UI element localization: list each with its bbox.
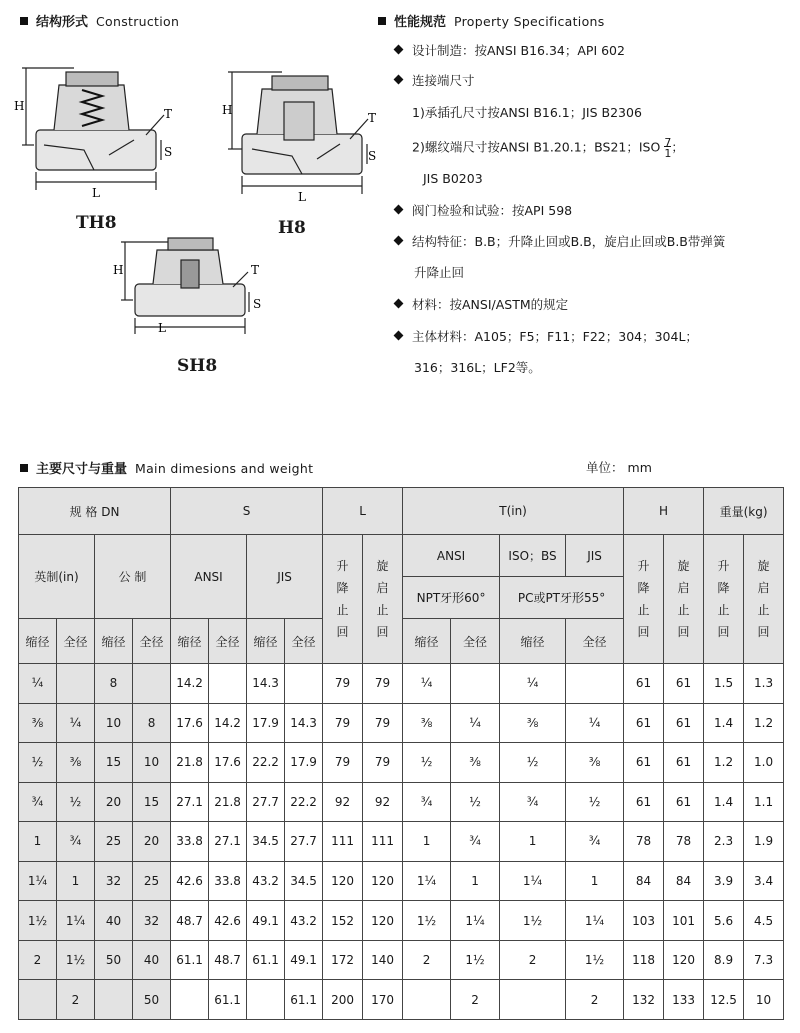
dim-t-label: T: [368, 111, 377, 125]
table-cell: 17.6: [171, 703, 209, 743]
table-cell: 152: [323, 901, 363, 941]
table-cell: 1½: [57, 940, 95, 980]
dim-t-label: T: [251, 263, 260, 277]
table-cell: [500, 980, 566, 1020]
table-cell: 40: [95, 901, 133, 941]
dim-l-label: L: [92, 186, 100, 200]
table-cell: 14.3: [285, 703, 323, 743]
table-cell: 15: [95, 743, 133, 783]
table-row: [19, 940, 784, 980]
diamond-bullet-icon: [394, 75, 404, 85]
table-cell: 120: [323, 861, 363, 901]
table-cell: 14.3: [247, 664, 285, 704]
table-cell: 1¼: [500, 861, 566, 901]
table-cell: [57, 664, 95, 704]
construction-heading: 结构形式 Construction: [20, 11, 179, 30]
table-row: [19, 703, 784, 743]
table-cell: 10: [95, 703, 133, 743]
dim-t-label: T: [164, 107, 173, 121]
header-spec-dn: 规 格 DN: [19, 488, 171, 535]
header-w-lift: 升降止回: [704, 535, 744, 664]
header-s-jis: JIS: [247, 535, 323, 619]
table-cell: 61: [664, 782, 704, 822]
header-l: L: [323, 488, 403, 535]
table-cell: ⅜: [500, 703, 566, 743]
table-cell: 120: [664, 940, 704, 980]
bullet-square-icon: [20, 464, 28, 472]
table-cell: 42.6: [171, 861, 209, 901]
spec-material: 材料：按ANSI/ASTM的规定: [395, 296, 568, 314]
table-cell: 20: [133, 822, 171, 862]
table-cell: ¼: [403, 664, 451, 704]
table-cell: 61.1: [285, 980, 323, 1020]
header-l-swing: 旋启止回: [363, 535, 403, 664]
table-cell: 34.5: [247, 822, 285, 862]
table-cell: [566, 664, 624, 704]
dim-h-label: H: [14, 99, 25, 113]
dim-s-label: S: [164, 145, 173, 159]
th8-label: TH8: [76, 213, 117, 233]
table-cell: ¾: [451, 822, 500, 862]
table-cell: 1.4: [704, 782, 744, 822]
table-cell: ¾: [500, 782, 566, 822]
table-cell: 92: [363, 782, 403, 822]
table-cell: 61: [624, 664, 664, 704]
table-cell: [209, 664, 247, 704]
table-cell: 1¼: [451, 901, 500, 941]
header-w-swing: 旋启止回: [744, 535, 784, 664]
table-cell: ¼: [57, 703, 95, 743]
table-cell: 27.1: [171, 782, 209, 822]
table-cell: 43.2: [285, 901, 323, 941]
table-cell: 78: [624, 822, 664, 862]
table-cell: 33.8: [171, 822, 209, 862]
table-cell: ½: [566, 782, 624, 822]
table-row: [19, 822, 784, 862]
table-cell: 78: [664, 822, 704, 862]
table-cell: 1: [500, 822, 566, 862]
table-cell: 84: [664, 861, 704, 901]
table-cell: 10: [133, 743, 171, 783]
table-cell: ½: [19, 743, 57, 783]
table-cell: 1¼: [19, 861, 57, 901]
table-cell: ¼: [19, 664, 57, 704]
table-cell: 1¼: [566, 901, 624, 941]
table-cell: 133: [664, 980, 704, 1020]
table-cell: 40: [133, 940, 171, 980]
table-cell: 79: [323, 703, 363, 743]
bullet-square-icon: [378, 17, 386, 25]
table-cell: 50: [95, 940, 133, 980]
table-cell: 34.5: [285, 861, 323, 901]
table-cell: 15: [133, 782, 171, 822]
table-cell: 8: [95, 664, 133, 704]
header-l-lift: 升降止回: [323, 535, 363, 664]
table-cell: 140: [363, 940, 403, 980]
table-cell: 1.2: [744, 703, 784, 743]
table-cell: ½: [403, 743, 451, 783]
table-cell: 4.5: [744, 901, 784, 941]
table-cell: ⅜: [19, 703, 57, 743]
bullet-square-icon: [20, 17, 28, 25]
header-s-ansi: ANSI: [171, 535, 247, 619]
table-cell: 2: [57, 980, 95, 1020]
table-cell: 1.4: [704, 703, 744, 743]
table-cell: 33.8: [209, 861, 247, 901]
table-cell: ⅜: [566, 743, 624, 783]
dim-l-label: L: [298, 190, 306, 204]
header-h-swing: 旋启止回: [664, 535, 704, 664]
table-cell: 120: [363, 861, 403, 901]
table-cell: 22.2: [285, 782, 323, 822]
table-cell: 27.7: [285, 822, 323, 862]
table-cell: 1½: [403, 901, 451, 941]
diamond-bullet-icon: [394, 205, 404, 215]
dimensions-heading: 主要尺寸与重量 Main dimesions and weight: [20, 458, 313, 477]
dim-s-label: S: [368, 149, 377, 163]
header-reduced: 缩径: [500, 619, 566, 664]
table-cell: ¾: [19, 782, 57, 822]
diamond-bullet-icon: [394, 299, 404, 309]
header-reduced: 缩径: [95, 619, 133, 664]
table-cell: ½: [451, 782, 500, 822]
table-cell: 61: [664, 743, 704, 783]
table-cell: ¼: [451, 703, 500, 743]
spec-body-material: 主体材料：A105；F5；F11；F22；304；304L；: [395, 328, 698, 346]
table-cell: 2: [19, 940, 57, 980]
header-reduced: 缩径: [171, 619, 209, 664]
table-cell: [19, 980, 57, 1020]
table-cell: 27.1: [209, 822, 247, 862]
table-cell: 43.2: [247, 861, 285, 901]
table-cell: 1: [19, 822, 57, 862]
unit-label: 单位： mm: [586, 460, 652, 475]
table-cell: ¾: [403, 782, 451, 822]
table-cell: [247, 980, 285, 1020]
header-metric: 公 制: [95, 535, 171, 619]
table-cell: 61: [624, 743, 664, 783]
table-cell: 1¼: [57, 901, 95, 941]
spec-connection: 连接端尺寸: [395, 72, 475, 90]
table-cell: ⅜: [57, 743, 95, 783]
table-cell: 17.9: [247, 703, 285, 743]
table-cell: 1½: [566, 940, 624, 980]
table-cell: [95, 980, 133, 1020]
table-cell: 101: [664, 901, 704, 941]
table-cell: 200: [323, 980, 363, 1020]
table-cell: 14.2: [171, 664, 209, 704]
header-full: 全径: [566, 619, 624, 664]
table-cell: 1.1: [744, 782, 784, 822]
table-cell: 1½: [19, 901, 57, 941]
header-imperial: 英制(in): [19, 535, 95, 619]
table-cell: ¾: [57, 822, 95, 862]
table-cell: 7.3: [744, 940, 784, 980]
table-cell: ⅜: [403, 703, 451, 743]
property-heading: 性能规范 Property Specifications: [378, 11, 605, 30]
dim-l-label: L: [158, 321, 166, 335]
table-cell: 1½: [451, 940, 500, 980]
spec-socket: 1)承插孔尺寸按ANSI B16.1；JIS B2306: [412, 105, 642, 120]
table-cell: ¼: [566, 703, 624, 743]
table-cell: 1: [57, 861, 95, 901]
spec-design: 设计制造：按ANSI B16.34；API 602: [395, 42, 625, 60]
header-reduced: 缩径: [403, 619, 451, 664]
table-cell: 21.8: [171, 743, 209, 783]
diamond-bullet-icon: [394, 331, 404, 341]
table-cell: 48.7: [209, 940, 247, 980]
sh8-valve-drawing: [113, 232, 273, 352]
header-t-ansi: ANSI: [403, 535, 500, 577]
table-cell: 17.6: [209, 743, 247, 783]
table-cell: 1: [403, 822, 451, 862]
table-row: [19, 861, 784, 901]
spec-thread: 2)螺纹端尺寸按ANSI B1.20.1；BS21；ISO $\frac{7}{1}$；: [412, 136, 684, 160]
table-cell: 1¼: [403, 861, 451, 901]
table-cell: 5.6: [704, 901, 744, 941]
table-cell: 132: [624, 980, 664, 1020]
dimensions-table: [18, 487, 784, 1020]
table-cell: 172: [323, 940, 363, 980]
table-cell: 79: [323, 664, 363, 704]
table-cell: 22.2: [247, 743, 285, 783]
table-cell: 61: [664, 664, 704, 704]
spec-inspection: 阀门检验和试验：按API 598: [395, 202, 572, 220]
table-cell: 61.1: [171, 940, 209, 980]
table-cell: ¾: [566, 822, 624, 862]
table-cell: 2: [500, 940, 566, 980]
table-cell: [133, 664, 171, 704]
table-cell: 12.5: [704, 980, 744, 1020]
dim-s-label: S: [253, 297, 262, 311]
table-cell: 2: [451, 980, 500, 1020]
table-cell: 170: [363, 980, 403, 1020]
table-cell: 61: [624, 703, 664, 743]
table-cell: 1.9: [744, 822, 784, 862]
table-cell: [451, 664, 500, 704]
table-cell: 10: [744, 980, 784, 1020]
table-cell: 1: [566, 861, 624, 901]
diamond-bullet-icon: [394, 236, 404, 246]
header-reduced: 缩径: [247, 619, 285, 664]
table-cell: 27.7: [247, 782, 285, 822]
table-cell: 92: [323, 782, 363, 822]
header-full: 全径: [285, 619, 323, 664]
table-cell: 2: [566, 980, 624, 1020]
table-cell: 25: [95, 822, 133, 862]
table-cell: ½: [500, 743, 566, 783]
table-row: [19, 743, 784, 783]
header-t-jis: JIS: [566, 535, 624, 577]
table-cell: 3.9: [704, 861, 744, 901]
table-cell: 2.3: [704, 822, 744, 862]
th8-valve-drawing: [14, 60, 174, 210]
table-cell: 1.5: [704, 664, 744, 704]
table-cell: 120: [363, 901, 403, 941]
table-cell: 61: [664, 703, 704, 743]
table-row: [19, 980, 784, 1020]
table-cell: [171, 980, 209, 1020]
diamond-bullet-icon: [394, 45, 404, 55]
table-cell: 49.1: [285, 940, 323, 980]
table-cell: 61.1: [209, 980, 247, 1020]
table-cell: 25: [133, 861, 171, 901]
header-npt: NPT牙形60°: [403, 577, 500, 619]
header-full: 全径: [451, 619, 500, 664]
table-cell: 1.2: [704, 743, 744, 783]
header-t-iso-bs: ISO；BS: [500, 535, 566, 577]
table-cell: ⅜: [451, 743, 500, 783]
table-cell: 3.4: [744, 861, 784, 901]
header-reduced: 缩径: [19, 619, 57, 664]
table-cell: 111: [363, 822, 403, 862]
table-cell: [403, 980, 451, 1020]
table-cell: 14.2: [209, 703, 247, 743]
table-cell: 21.8: [209, 782, 247, 822]
sh8-label: SH8: [177, 356, 218, 376]
table-cell: 84: [624, 861, 664, 901]
spec-structure: 结构特征：B.B；升降止回或B.B，旋启止回或B.B带弹簧: [395, 233, 725, 251]
table-cell: 50: [133, 980, 171, 1020]
table-row: [19, 782, 784, 822]
table-cell: 32: [95, 861, 133, 901]
table-cell: 8.9: [704, 940, 744, 980]
table-cell: 111: [323, 822, 363, 862]
table-cell: 118: [624, 940, 664, 980]
table-cell: 8: [133, 703, 171, 743]
header-weight: 重量(kg): [704, 488, 784, 535]
table-cell: 48.7: [171, 901, 209, 941]
header-full: 全径: [57, 619, 95, 664]
header-t: T(in): [403, 488, 624, 535]
table-row: [19, 901, 784, 941]
spec-jis: JIS B0203: [423, 171, 483, 186]
h8-label: H8: [278, 218, 306, 238]
table-cell: 17.9: [285, 743, 323, 783]
table-cell: 1.3: [744, 664, 784, 704]
header-h: H: [624, 488, 704, 535]
header-full: 全径: [209, 619, 247, 664]
table-cell: 1½: [500, 901, 566, 941]
header-full: 全径: [133, 619, 171, 664]
spec-structure-cont: 升降止回: [414, 265, 465, 280]
table-cell: ¼: [500, 664, 566, 704]
table-cell: 42.6: [209, 901, 247, 941]
table-cell: 32: [133, 901, 171, 941]
header-s: S: [171, 488, 323, 535]
header-h-lift: 升降止回: [624, 535, 664, 664]
table-cell: 79: [323, 743, 363, 783]
table-cell: 79: [363, 703, 403, 743]
dim-h-label: H: [113, 263, 124, 277]
table-cell: 1: [451, 861, 500, 901]
table-cell: 103: [624, 901, 664, 941]
table-cell: ½: [57, 782, 95, 822]
table-cell: 61: [624, 782, 664, 822]
table-cell: 79: [363, 664, 403, 704]
table-cell: 1.0: [744, 743, 784, 783]
table-cell: 49.1: [247, 901, 285, 941]
table-cell: 2: [403, 940, 451, 980]
table-row: [19, 664, 784, 704]
h8-valve-drawing: [222, 64, 382, 214]
table-cell: 20: [95, 782, 133, 822]
spec-body-material-cont: 316；316L；LF2等。: [414, 360, 541, 375]
header-pc: PC或PT牙形55°: [500, 577, 624, 619]
table-cell: [285, 664, 323, 704]
table-cell: 79: [363, 743, 403, 783]
table-cell: 61.1: [247, 940, 285, 980]
dim-h-label: H: [222, 103, 233, 117]
